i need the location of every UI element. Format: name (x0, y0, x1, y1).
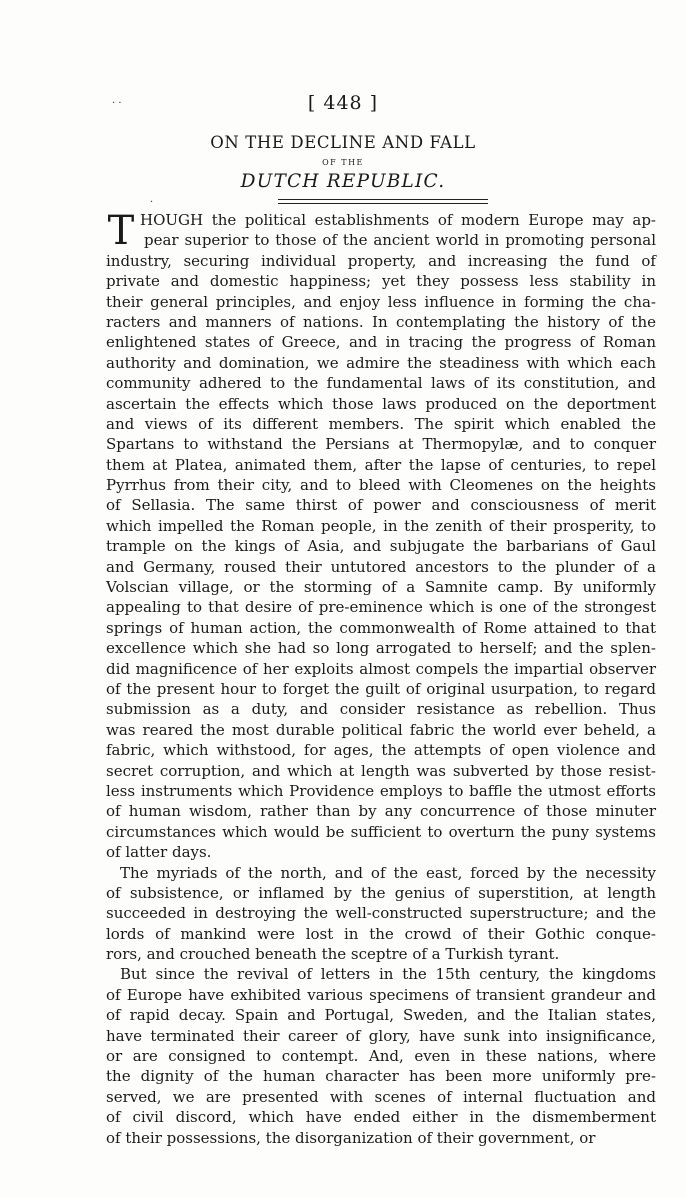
text-line: Volscian village, or the storming of a Samnite camp. By uniformly (106, 578, 656, 597)
text-line: rors, and crouched beneath the sceptre of a Turkish tyrant. (106, 945, 560, 964)
text-line: of rapid decay. Spain and Portugal, Sweden, and the Italian states, (106, 1006, 656, 1025)
text-line: Spartans to withstand the Persians at Thermopylæ, and to conquer (106, 435, 656, 454)
title-rule (278, 199, 488, 204)
text-line: Pyrrhus from their city, and to bleed with Cleomenes on the heights (106, 476, 656, 495)
text-line: private and domestic happiness; yet they possess less stability in (106, 272, 656, 291)
print-speck: · · (112, 98, 122, 109)
text-line: them at Platea, animated them, after the lapse of centuries, to repel (106, 455, 656, 474)
text-line: appealing to that desire of pre-eminence which is one of the strongest (106, 598, 656, 617)
text-line: succeeded in destroying the well-constructed superstructure; and the (106, 904, 656, 923)
text-line: of latter days. (106, 843, 212, 862)
text-line: which impelled the Roman people, in the zenith of their prosperity, to (106, 516, 656, 535)
text-line: did magnificence of her exploits almost compels the impartial observer (106, 659, 656, 678)
text-line: But since the revival of letters in the 15th century, the kingdoms (120, 965, 656, 984)
text-line: authority and domination, we admire the steadiness with which each (106, 353, 656, 372)
text-line: racters and manners of nations. In contemplating the history of the (106, 312, 656, 331)
text-line: the dignity of the human character has been more uniformly pre- (106, 1067, 656, 1086)
text-line: of Europe have exhibited various specimens of transient grandeur and (106, 985, 656, 1004)
article-subtitle: OF THE (322, 158, 364, 167)
text-line: springs of human action, the commonwealth of Rome attained to that (106, 618, 656, 637)
text-line: circumstances which would be sufficient to overturn the puny systems (106, 822, 656, 841)
text-line: or are consigned to contempt. And, even in these nations, where (106, 1047, 656, 1066)
text-line: fabric, which withstood, for ages, the attempts of open violence and (106, 741, 656, 760)
text-line: enlightened states of Greece, and in tracing the progress of Roman (106, 333, 656, 352)
print-speck: · (150, 197, 154, 208)
text-line: lords of mankind were lost in the crowd of their Gothic conque- (106, 924, 656, 943)
text-line: of subsistence, or inflamed by the genius of superstition, at length (106, 883, 656, 902)
text-line: HOUGH the political establishments of modern Europe may ap- (140, 211, 656, 229)
text-line: of the present hour to forget the guilt of original usurpation, to regard (106, 679, 656, 698)
text-line: of civil discord, which have ended either in the dismemberment (106, 1108, 656, 1127)
page-number: [ 448 ] (307, 92, 379, 114)
text-line: community adhered to the fundamental laws of its constitution, and (106, 374, 656, 393)
text-line: of their possessions, the disorganization of their government, or (106, 1128, 596, 1147)
text-line: secret corruption, and which at length was subverted by those resist- (106, 761, 656, 780)
text-line: of human wisdom, rather than by any concurrence of those minuter (106, 802, 656, 821)
text-line: was reared the most durable political fabric the world ever beheld, a (106, 720, 656, 739)
text-line: industry, securing individual property, and increasing the fund of (106, 251, 656, 270)
text-line: of Sellasia. The same thirst of power and consciousness of merit (106, 496, 656, 515)
text-line: ascertain the effects which those laws produced on the deportment (106, 394, 656, 413)
article-body (106, 210, 656, 1148)
article-title: ON THE DECLINE AND FALL (210, 133, 476, 152)
text-line: The myriads of the north, and of the east, forced by the necessity (120, 863, 656, 882)
text-line: served, we are presented with scenes of internal fluctuation and (106, 1087, 656, 1106)
article-subject: DUTCH REPUBLIC. (240, 171, 446, 192)
text-line: pear superior to those of the ancient world in promoting personal (144, 231, 656, 250)
text-line: have terminated their career of glory, have sunk into insignificance, (106, 1026, 656, 1045)
text-line: their general principles, and enjoy less influence in forming the cha- (106, 292, 656, 311)
text-line: less instruments which Providence employs to baffle the utmost efforts (106, 781, 656, 800)
text-line: trample on the kings of Asia, and subjugate the barbarians of Gaul (106, 537, 656, 556)
text-line: excellence which she had so long arrogated to herself; and the splen- (106, 639, 656, 658)
text-line: and Germany, roused their untutored ancestors to the plunder of a (106, 557, 656, 576)
text-line: submission as a duty, and consider resistance as rebellion. Thus (106, 700, 656, 719)
text-line: and views of its different members. The spirit which enabled the (106, 414, 656, 433)
drop-cap: T (107, 208, 135, 254)
